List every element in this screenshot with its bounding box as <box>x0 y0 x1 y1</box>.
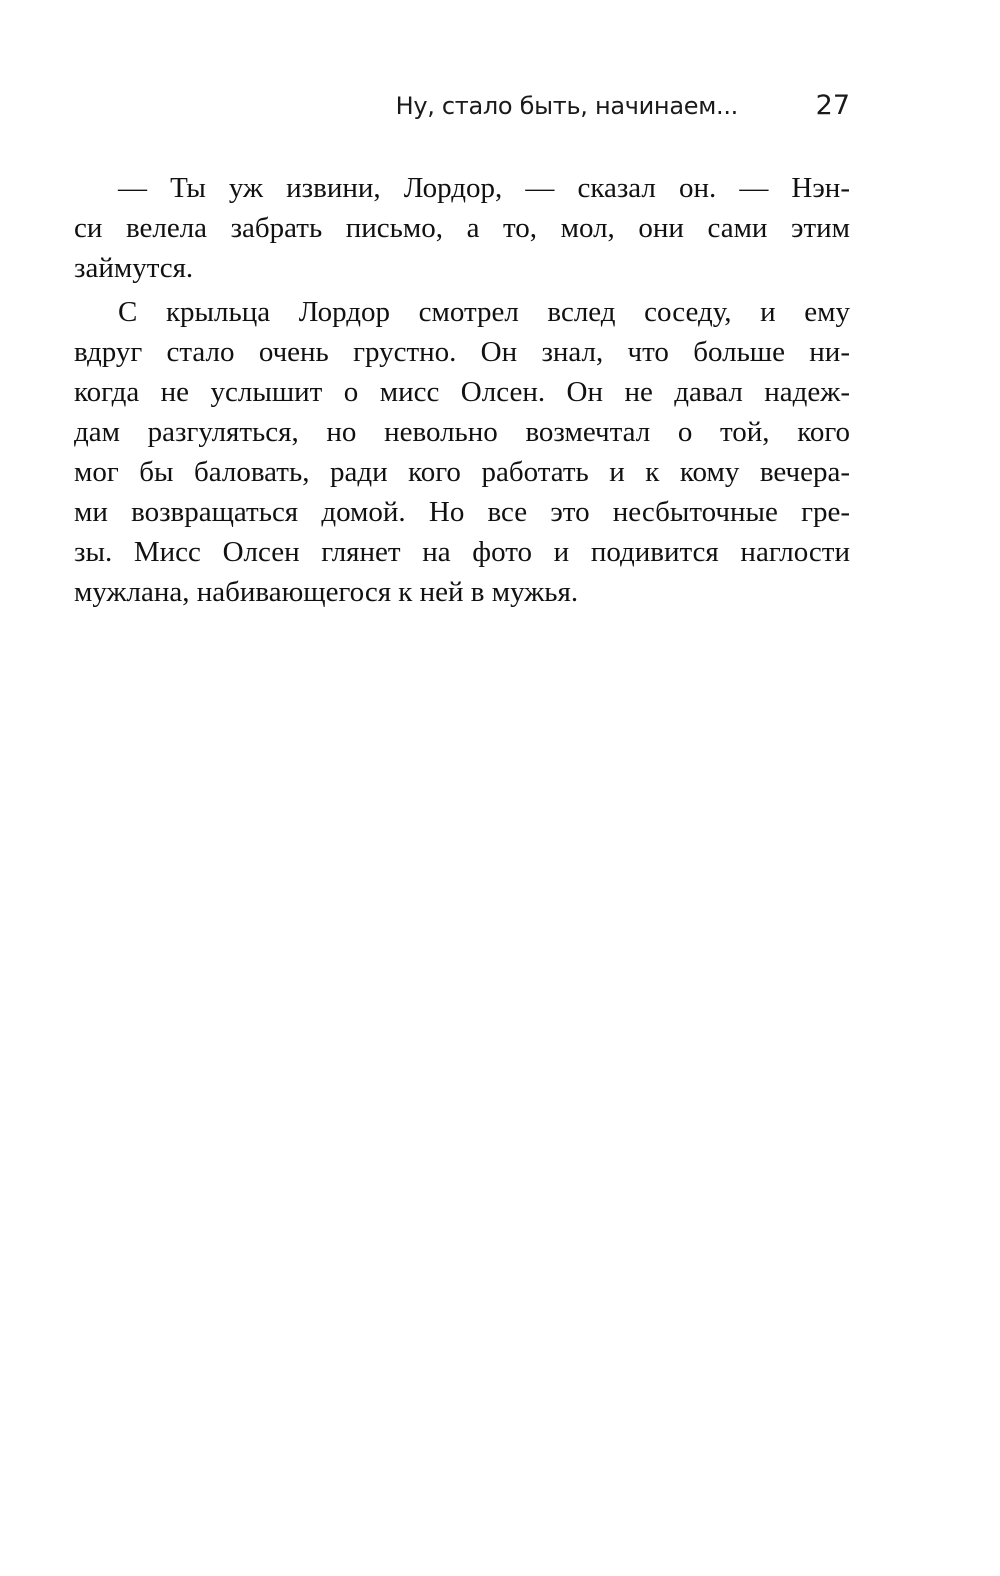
paragraph <box>74 292 850 612</box>
text-line: С крыльца Лордор смотрел вслед соседу, и ему <box>118 296 850 328</box>
text-line: си велела забрать письмо, а то, мол, они сами этим <box>74 212 850 244</box>
paragraph <box>74 168 850 288</box>
text-line: мужлана, набивающегося к ней в мужья. <box>74 576 579 608</box>
text-line: мог бы баловать, ради кого работать и к кому вечера- <box>74 456 850 488</box>
body-text <box>74 168 850 612</box>
chapter-title: Ну, стало быть, начинаем... <box>395 92 738 120</box>
text-line: — Ты уж извини, Лордор, — сказал он. — Нэн- <box>118 172 850 204</box>
text-line: дам разгуляться, но невольно возмечтал о той, кого <box>74 416 850 448</box>
text-line: ми возвращаться домой. Но все это несбыточные гре- <box>74 496 850 528</box>
running-head <box>74 92 850 136</box>
text-line: займутся. <box>74 252 194 284</box>
text-line: вдруг стало очень грустно. Он знал, что больше ни- <box>74 336 850 368</box>
text-line: зы. Мисс Олсен глянет на фото и подивится наглости <box>74 536 850 568</box>
page-number: 27 <box>815 90 850 121</box>
text-line: когда не услышит о мисс Олсен. Он не давал надеж- <box>74 376 850 408</box>
